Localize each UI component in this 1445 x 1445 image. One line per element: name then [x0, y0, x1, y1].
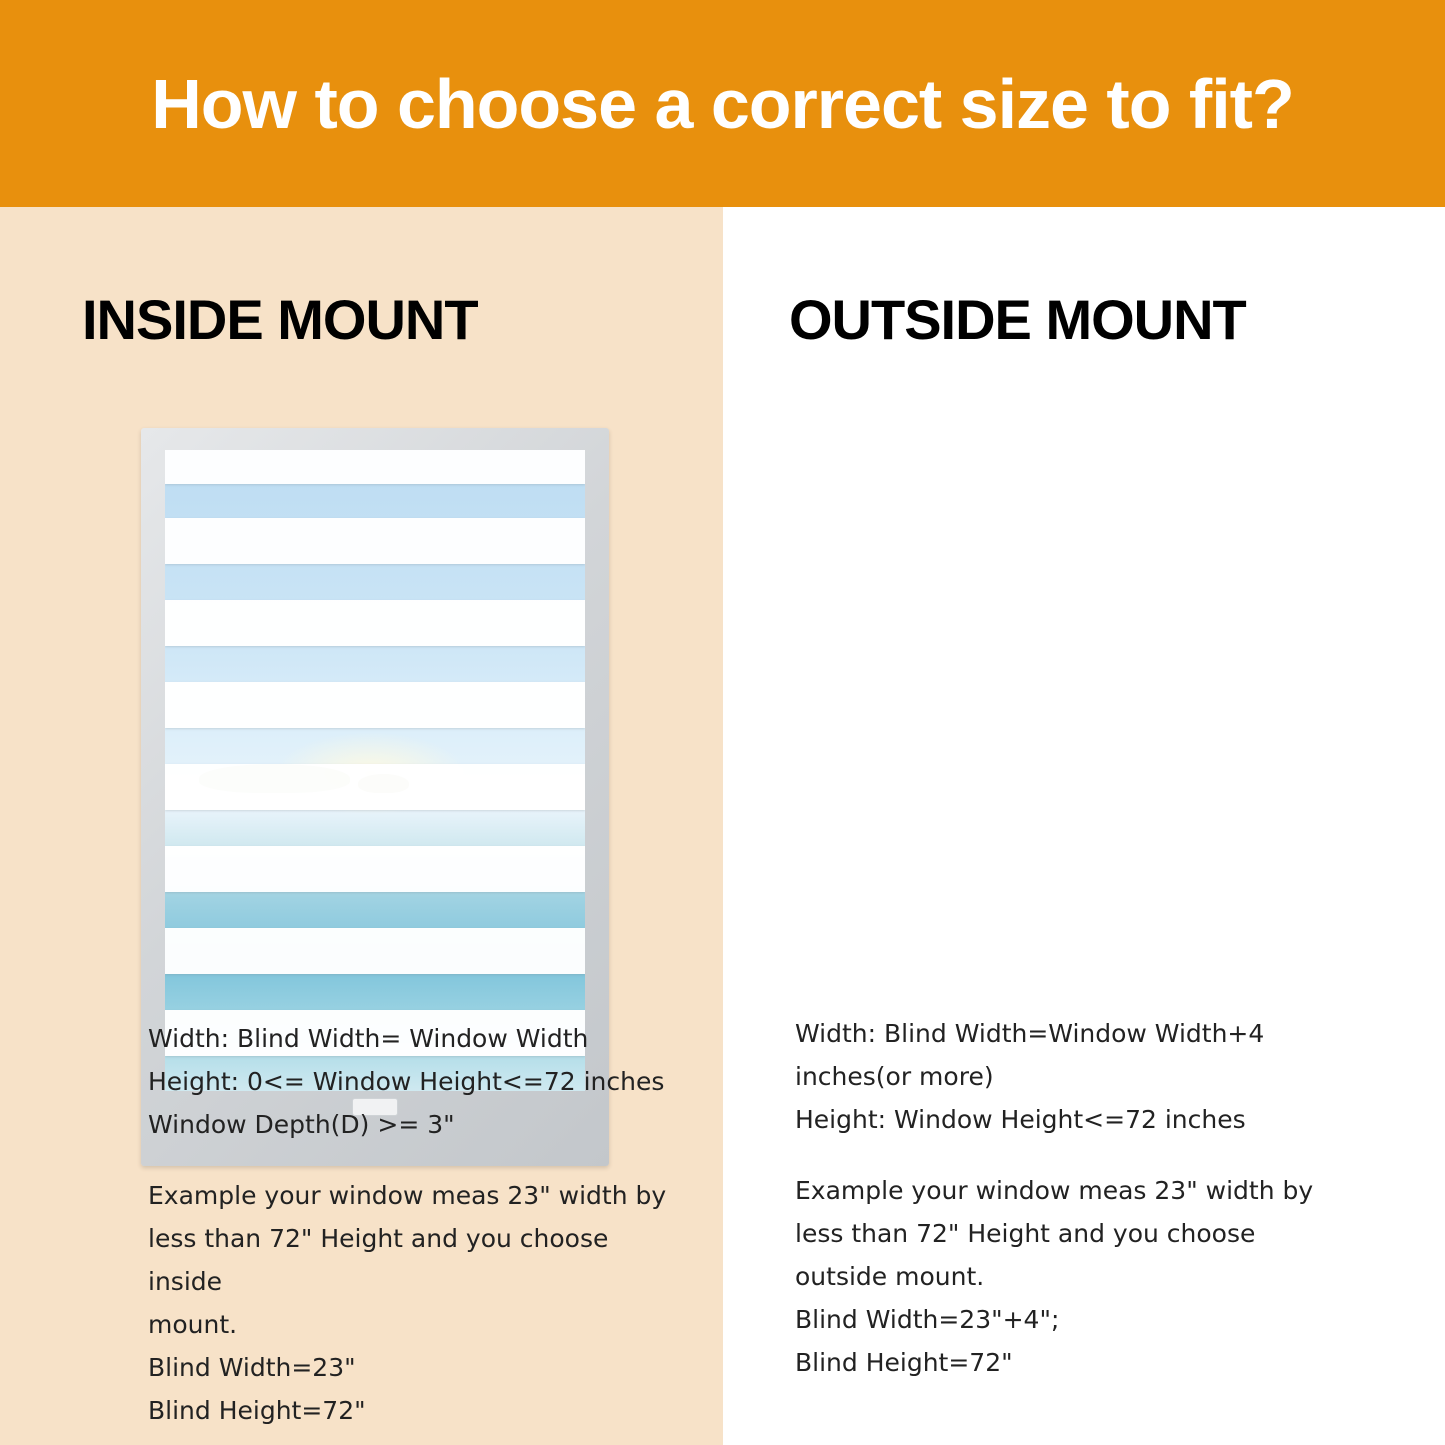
outside-example-line: Blind Height=72": [795, 1348, 1013, 1377]
inside-mount-panel: [0, 207, 723, 1445]
outside-mount-text: [795, 1012, 1355, 1384]
inside-spec-line: Width: Blind Width= Window Width: [148, 1024, 589, 1053]
inside-spec-line: Height: 0<= Window Height<=72 inches: [148, 1067, 665, 1096]
inside-example-line: Example your window meas 23" width by: [148, 1181, 667, 1210]
spacer: [148, 1146, 688, 1174]
inside-example-line: Blind Width=23": [148, 1353, 356, 1382]
inside-example-line: less than 72" Height and you choose inside: [148, 1224, 609, 1296]
page-title: How to choose a correct size to fit?: [151, 64, 1294, 143]
inside-spec-line: Window Depth(D) >= 3": [148, 1110, 455, 1139]
outside-spec-line: inches(or more): [795, 1062, 994, 1091]
blind-slat: [165, 764, 585, 810]
outside-example-line: less than 72" Height and you choose: [795, 1219, 1256, 1248]
outside-example-line: Blind Width=23"+4";: [795, 1305, 1060, 1334]
header-banner: [0, 0, 1445, 207]
inside-example-line: Blind Height=72": [148, 1396, 366, 1425]
spacer: [795, 1141, 1355, 1169]
blind-slat: [165, 846, 585, 892]
blind-slat: [165, 682, 585, 728]
outside-mount-title: OUTSIDE MOUNT: [789, 288, 1246, 351]
panels-container: [0, 207, 1445, 1445]
blind-slat: [165, 928, 585, 974]
outside-spec-line: Height: Window Height<=72 inches: [795, 1105, 1246, 1134]
outside-spec-line: Width: Blind Width=Window Width+4: [795, 1019, 1265, 1048]
inside-example-line: mount.: [148, 1310, 238, 1339]
outside-mount-panel: [723, 207, 1445, 1445]
inside-mount-text: [148, 1017, 688, 1432]
blind-slat: [165, 450, 585, 484]
outside-example-line: outside mount.: [795, 1262, 985, 1291]
inside-mount-title: INSIDE MOUNT: [82, 288, 478, 351]
window-glass-area: [165, 450, 585, 1091]
outside-example-line: Example your window meas 23" width by: [795, 1176, 1314, 1205]
blind-slat: [165, 600, 585, 646]
blind-slat: [165, 518, 585, 564]
